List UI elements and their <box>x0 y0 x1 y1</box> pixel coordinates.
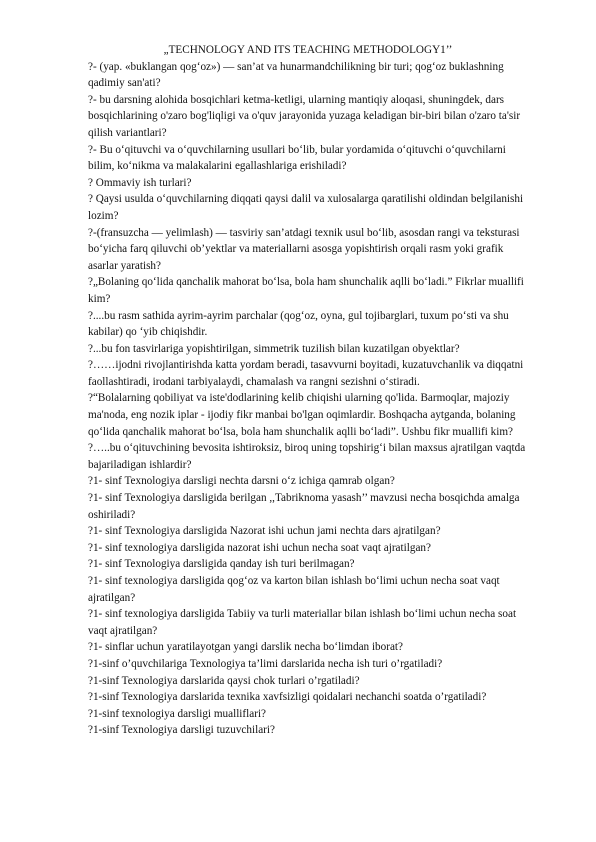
document-page <box>88 42 528 739</box>
question-item: ? Ommaviy ish turlari? <box>88 176 192 189</box>
question-item: ?1- sinf texnologiya darsligida Tabiiy va turli materiallar bilan ishlash bo‘limi uchun necha soat vaqt ajratilgan? <box>88 608 517 637</box>
question-item: ? Qaysi usulda o‘quvchilarning diqqati qaysi dalil va xulosalarga qaratilishi oldindan belgilanishi lozim? <box>88 193 524 222</box>
question-item: ?1-sinf o’quvchilariga Texnologiya ta’limi darslarida necha ish turi o’rgatiladi? <box>88 657 443 670</box>
question-item: ?-(fransuzcha — yelimlash) — tasviriy san’atdagi texnik usul bo‘lib, asosdan rangi va teksturasi bo‘yicha farq qiluvchi ob’yektlar va materiallarni asosga yopishtirish orqali rasm yoki grafik asarlar yaratish? <box>88 226 520 272</box>
question-item: ?1-sinf Texnologiya darslarida texnika xavfsizligi qoidalari nechanchi soatda o’rgatiladi? <box>88 691 487 704</box>
question-item: ?1- sinf Texnologiya darsligida Nazorat ishi uchun jami nechta dars ajratilgan? <box>88 525 441 538</box>
question-item: ?1- sinf texnologiya darsligida nazorat ishi uchun necha soat vaqt ajratilgan? <box>88 541 431 554</box>
question-item: ?....bu rasm sathida ayrim-ayrim parchalar (qog‘oz, oyna, gul tojibarglari, tuxum po‘sti va shu kabilar) qo ‘yib chiqishdir. <box>88 309 509 339</box>
document-title: „TECHNOLOGY AND ITS TEACHING METHODOLOGY1’’ <box>163 44 453 56</box>
question-item: ?“Bolalarning qobiliyat va iste'dodlarining kelib chiqishi ularning qo'lida. Barmoqlar, majoziy ma'noda, eng nozik iplar - ijodiy fikr manbai bo'lgan oqimlardir. Boshqacha aytganda, bolaning qo‘lida qanchalik mahorat bo‘lsa, bola ham shunchalik aqlli bo‘ladi”. Ushbu fikr muallifi kim? <box>88 392 516 438</box>
question-item: ?1-sinf Texnologiya darsligi tuzuvchilari? <box>88 724 275 737</box>
question-item: ?„Bolaning qo‘lida qanchalik mahorat bo‘lsa, bola ham shunchalik aqlli bo‘ladi.” Fikrlar muallifi kim? <box>88 276 524 305</box>
question-item: ?1-sinf Texnologiya darslarida qaysi chok turlari o’rgatiladi? <box>88 674 360 687</box>
question-item: ?1- sinf Texnologiya darsligida berilgan ,,Tabriknoma yasash’’ mavzusi necha bosqichda amalga oshiriladi? <box>88 492 520 521</box>
question-item: ?……ijodni rivojlantirishda katta yordam beradi, tasavvurni boyitadi, kuzatuvchanlik va diqqatni faollashtiradi, irodani tarbiyalaydi, chamalash va rangni sezishni o‘stiradi. <box>88 359 524 388</box>
question-item: ?1- sinf texnologiya darsligida qog‘oz va karton bilan ishlash bo‘limi uchun necha soat vaqt ajratilgan? <box>88 575 500 604</box>
question-list <box>88 59 528 739</box>
question-item: ?1- sinflar uchun yaratilayotgan yangi darslik necha bo‘limdan iborat? <box>88 641 404 654</box>
question-item: ?- Bu o‘qituvchi va o‘quvchilarning usullari bo‘lib, bular yordamida o‘qituvchi o‘quvchilarni bilim, ko‘nikma va malakalarini egallashlariga erishiladi? <box>88 143 506 173</box>
question-item: ?…..bu o‘qituvchining bevosita ishtiroksiz, biroq uning topshirig‘i bilan maxsus ajratilgan vaqtda bajariladigan ishlardir? <box>88 442 526 471</box>
question-item: ?1-sinf texnologiya darsligi mualliflari? <box>88 707 267 720</box>
question-item: ?- bu darsning alohida bosqichlari ketma-ketligi, ularning mantiqiy aloqasi, shuningdek, dars bosqichlarining o'zaro bog'liqligi va o'quv jarayonida yuzaga keladigan bir-biri bilan o'zaro ta'sir qilish variantlari? <box>88 93 521 139</box>
question-item: ?1- sinf Texnologiya darsligi nechta darsni o‘z ichiga qamrab olgan? <box>88 475 395 488</box>
question-item: ?1- sinf Texnologiya darsligida qanday ish turi berilmagan? <box>88 558 355 571</box>
question-item: ?- (yap. «buklangan qog‘oz») — san’at va hunarmandchilikning bir turi; qog‘oz buklashning qadimiy san'ati? <box>88 60 504 90</box>
question-item: ?...bu fon tasvirlariga yopishtirilgan, simmetrik tuzilish bilan kuzatilgan obyektlar? <box>88 342 460 355</box>
